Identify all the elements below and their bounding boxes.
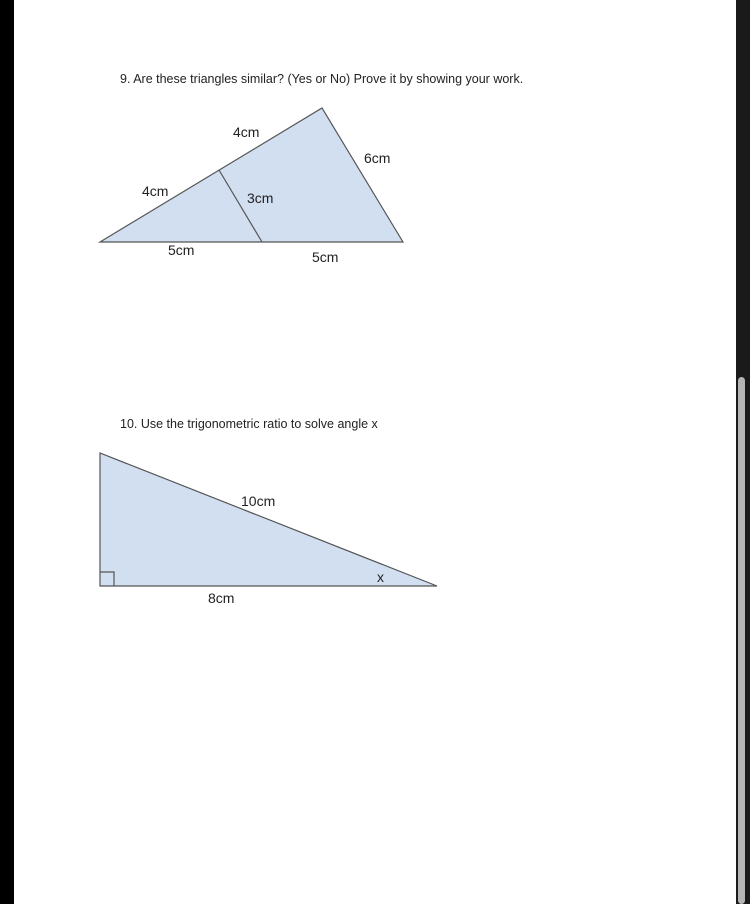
scrollbar-thumb[interactable] — [738, 377, 745, 904]
label-hypotenuse: 10cm — [241, 493, 276, 509]
question-10-text: 10. Use the trigonometric ratio to solve angle x — [120, 417, 378, 431]
label-bottom-left: 5cm — [168, 242, 195, 258]
document-page — [14, 0, 736, 904]
label-top-left-side: 4cm — [233, 124, 260, 140]
label-base: 8cm — [208, 590, 235, 606]
question-9-text: 9. Are these triangles similar? (Yes or No) Prove it by showing your work. — [120, 72, 524, 86]
question-10-diagram — [14, 0, 736, 904]
label-angle-x: x — [377, 569, 384, 585]
label-inner-segment: 3cm — [247, 190, 274, 206]
label-top-right-side: 6cm — [364, 150, 391, 166]
right-triangle — [100, 453, 437, 586]
label-left-side: 4cm — [142, 183, 169, 199]
label-bottom-right: 5cm — [312, 249, 339, 265]
